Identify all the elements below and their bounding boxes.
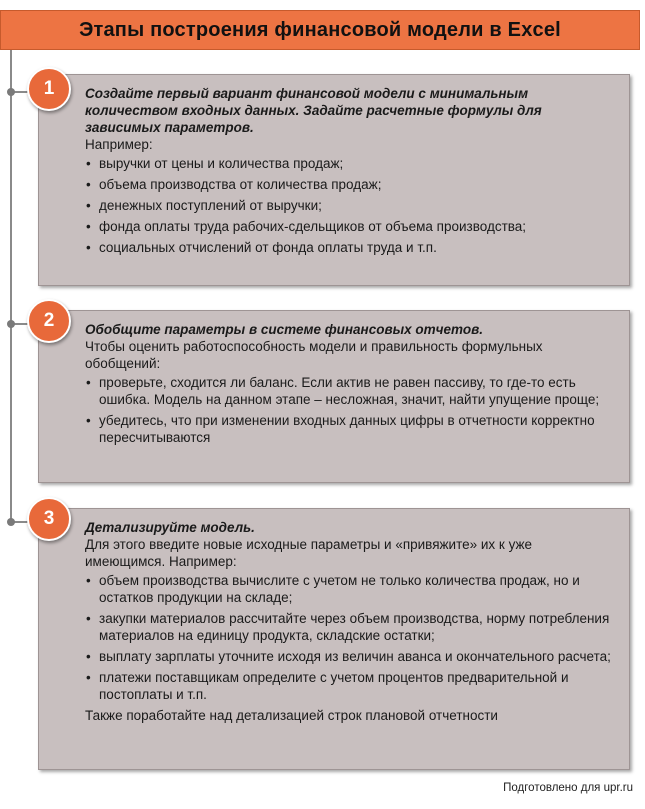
step-3-intro: Для этого введите новые исходные параметры и «привяжите» их к уже имеющимся. Например: (85, 537, 533, 569)
list-item: • проверьте, сходится ли баланс. Если актив не равен пассиву, то где-то есть ошибка. Модель на данном этапе – несложная, значит, найти упущение проще; (85, 374, 615, 408)
title-banner (0, 10, 640, 50)
timeline-connector (10, 50, 12, 522)
step-1-box (38, 74, 630, 286)
connector-dot-step-3 (7, 518, 15, 526)
step-1-heading: Создайте первый вариант финансовой модели с минимальным количеством входных данных. Задайте расчетные формулы для зависимых параметров. (85, 86, 542, 135)
list-item: • фонда оплаты труда рабочих-сдельщиков от объема производства; (85, 218, 615, 235)
list-item: • объем производства вычислите с учетом не только количества продаж, но и остатков продукции на складе; (85, 572, 615, 606)
connector-dot-step-2 (7, 320, 15, 328)
list-item: • выплату зарплаты уточните исходя из величин аванса и окончательного расчета; (85, 648, 615, 665)
step-2-box (38, 310, 630, 483)
step-2-number-badge: 2 (27, 299, 71, 343)
step-1-intro: Например: (85, 137, 153, 152)
step-2-intro: Чтобы оценить работоспособность модели и правильность формульных обобщений: (85, 339, 543, 371)
list-item: • выручки от цены и количества продаж; (85, 155, 615, 172)
list-item: • закупки материалов рассчитайте через объем производства, норму потребления материалов на единицу продукта, складские остатки; (85, 610, 615, 644)
connector-dot-step-1 (7, 88, 15, 96)
step-1-number-badge: 1 (27, 67, 71, 111)
step-3-list (85, 572, 615, 703)
step-3-outro: Также поработайте над детализацией строк плановой отчетности (85, 708, 498, 723)
step-2-heading: Обобщите параметры в системе финансовых отчетов. (85, 322, 484, 337)
step-3-box (38, 508, 630, 770)
list-item: • платежи поставщикам определите с учетом процентов предварительной и постоплаты и т.п. (85, 669, 615, 703)
list-item: • социальных отчислений от фонда оплаты труда и т.п. (85, 239, 615, 256)
step-3-heading: Детализируйте модель. (85, 520, 255, 535)
step-3-number-badge: 3 (27, 497, 71, 541)
list-item: • убедитесь, что при изменении входных данных цифры в отчетности корректно пересчитываются (85, 412, 615, 446)
list-item: • денежных поступлений от выручки; (85, 197, 615, 214)
footer-credit: Подготовлено для upr.ru (503, 782, 633, 794)
list-item: • объема производства от количества продаж; (85, 176, 615, 193)
step-1-list (85, 155, 615, 256)
page-title: Этапы построения финансовой модели в Excel (79, 18, 561, 41)
step-2-list (85, 374, 615, 446)
